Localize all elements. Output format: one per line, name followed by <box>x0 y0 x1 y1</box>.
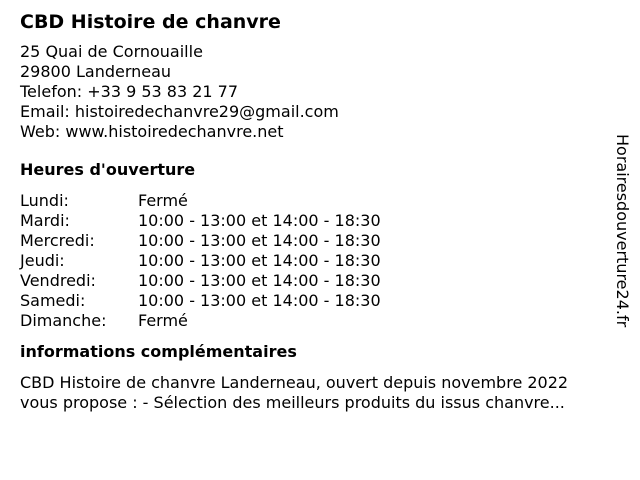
business-name: CBD Histoire de chanvre <box>20 11 281 33</box>
street-address: 25 Quai de Cornouaille <box>20 42 203 61</box>
hours-heading: Heures d'ouverture <box>20 160 196 179</box>
day-label: Jeudi: <box>20 251 65 270</box>
hours-row-jeudi <box>20 251 616 271</box>
contact-block <box>20 42 616 142</box>
hours-table <box>20 191 616 331</box>
email-address: Email: histoiredechanvre29@gmail.com <box>20 102 339 121</box>
business-card <box>20 10 616 413</box>
website-address: Web: www.histoiredechanvre.net <box>20 122 284 141</box>
info-line: CBD Histoire de chanvre Landerneau, ouvert depuis novembre 2022 <box>20 373 569 392</box>
city-postal: 29800 Landerneau <box>20 62 172 81</box>
day-label: Dimanche: <box>20 311 107 330</box>
day-hours: 10:00 - 13:00 et 14:00 - 18:30 <box>138 251 381 270</box>
day-hours: Fermé <box>138 311 188 330</box>
hours-row-lundi <box>20 191 616 211</box>
day-hours: Fermé <box>138 191 188 210</box>
hours-row-samedi <box>20 291 616 311</box>
day-label: Samedi: <box>20 291 86 310</box>
hours-row-dimanche <box>20 311 616 331</box>
info-line: vous propose : - Sélection des meilleurs produits du issus chanvre... <box>20 393 565 412</box>
hours-row-mardi <box>20 211 616 231</box>
day-label: Mardi: <box>20 211 70 230</box>
day-hours: 10:00 - 13:00 et 14:00 - 18:30 <box>138 271 381 290</box>
site-watermark: Horairesdouverture24.fr <box>613 134 632 328</box>
day-hours: 10:00 - 13:00 et 14:00 - 18:30 <box>138 291 381 310</box>
day-hours: 10:00 - 13:00 et 14:00 - 18:30 <box>138 211 381 230</box>
hours-row-mercredi <box>20 231 616 251</box>
day-hours: 10:00 - 13:00 et 14:00 - 18:30 <box>138 231 381 250</box>
day-label: Mercredi: <box>20 231 95 250</box>
day-label: Vendredi: <box>20 271 96 290</box>
info-description <box>20 373 616 413</box>
hours-row-vendredi <box>20 271 616 291</box>
day-label: Lundi: <box>20 191 69 210</box>
info-heading: informations complémentaires <box>20 342 297 361</box>
phone-number: Telefon: +33 9 53 83 21 77 <box>20 82 239 101</box>
